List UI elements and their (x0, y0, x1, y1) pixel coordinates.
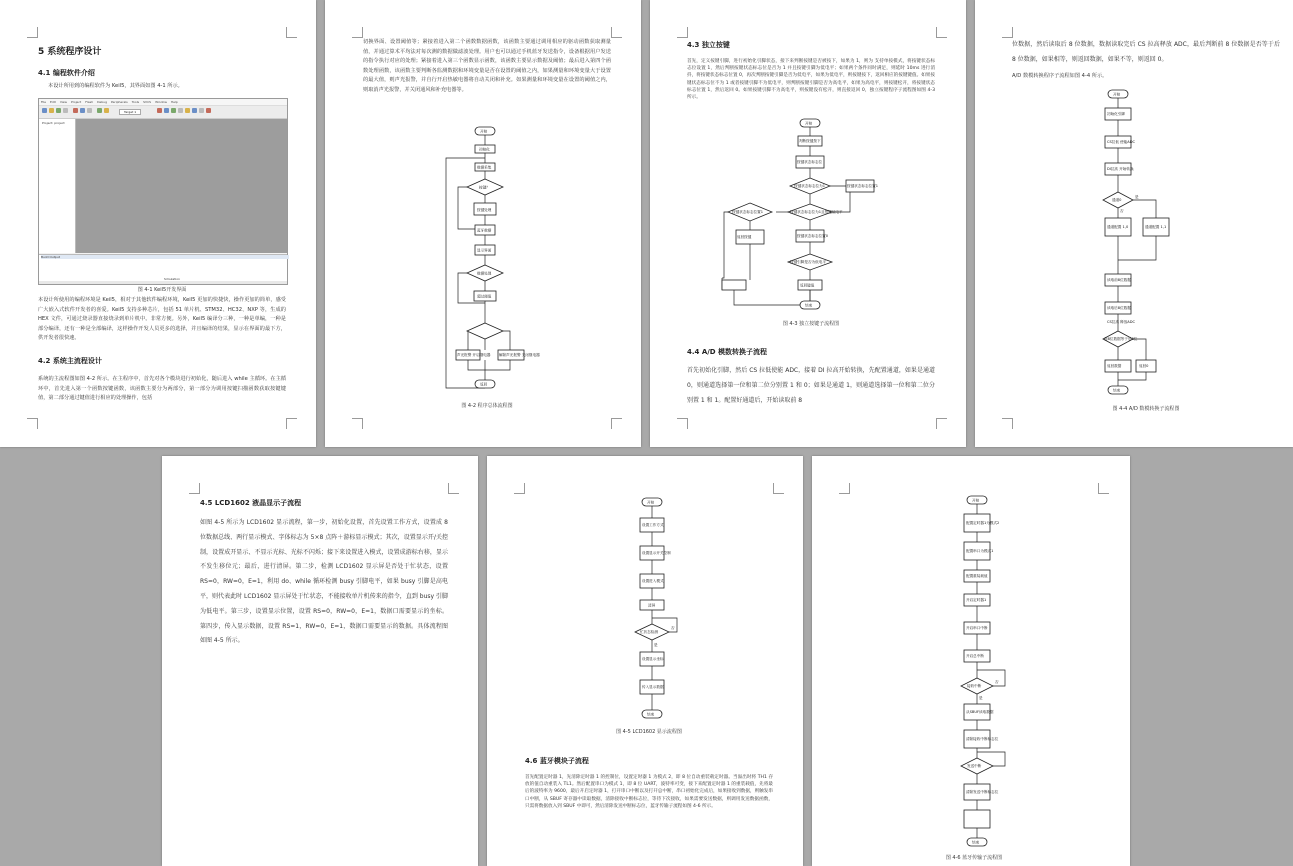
flow-label: 设置工作方式 (642, 523, 664, 527)
toolbar-icon (42, 108, 47, 113)
flow-label: 按键状态标志位为1 (794, 184, 826, 188)
flow-label: 显示界面 (477, 248, 492, 253)
crop-mark (936, 27, 947, 38)
toolbar-icon (171, 108, 176, 113)
crop-mark (839, 483, 850, 494)
flow-label: DI拉高 开始转换 (1107, 167, 1134, 171)
crop-mark (611, 27, 622, 38)
crop-mark (448, 483, 459, 494)
flow-label: 接收中断 (967, 684, 982, 688)
ide-menu-item: Tools (131, 100, 140, 104)
body-paragraph: 本设计所使用的编程环境是 Keil5，相对于其他软件编程环境，Keil5 更加的快捷快，操作更加的简单，感受广大嵌入式软件开发者的喜爱。Keil5 支持多种芯片，包括 51 单片机、STM32、HC32、NXP 等，生成的 HEX 文件，可通过烧录器直接烧录到单片机中。非常方便。另外，Keil5 编译分三种，一种是单编，一种是部分编译，还有一种是全部编译，这样操作开发人员更多的选择，并且编译的结果，显示在界面的最下方，供开发者很快速。 (38, 297, 286, 342)
flow-label: 清屏 (648, 603, 656, 608)
crop-mark (1002, 27, 1013, 38)
flow-label: 开启定时器1 (966, 598, 987, 602)
section-intro: 本设计所用到的编程软件为 Keil5，其界面如图 4-1 所示。 (48, 83, 183, 89)
flow-branch-label: 是 (979, 696, 983, 700)
figure-caption: 图 4-3 独立按键子流程图 (782, 321, 840, 327)
figure-caption: 图 4-4 A/D 数模转换子流程图 (1112, 406, 1180, 412)
bluetooth-flowchart (957, 494, 1017, 852)
figure-caption: 图 4-6 蓝牙传输子流程图 (945, 855, 1003, 861)
crop-mark (286, 27, 297, 38)
crop-mark (286, 418, 297, 429)
flow-label: 清除发送中断标志位 (966, 790, 999, 794)
flow-label: 开始 (480, 129, 488, 134)
flow-label: 开始 (647, 500, 655, 505)
section-title: 4.3 独立按键 (687, 41, 730, 49)
body-paragraph: 系统的主流程图如图 4-2 所示。在主程序中，首先对各个模块进行初始化，随后进入 while 主循环。在主循环中，首先进入第一个函数按键函数，该函数主要分为两部分，第一部分为调用按键扫描函数获取按键键值，第二部分通过键值进行相应的处理操作，包括 (38, 376, 286, 402)
ide-statusbar (39, 281, 287, 284)
flow-label: 配置串口为模式1 (966, 549, 994, 553)
flow-label: 配置重装载值 (966, 574, 988, 578)
toolbar-icon (164, 108, 169, 113)
crop-mark (1002, 418, 1013, 429)
flow-label: 设置显示开关控制 (642, 551, 671, 555)
ide-menu-item: Project (70, 100, 82, 104)
flow-branch-label: 是 (654, 643, 658, 647)
section-title: 4.6 蓝牙模块子流程 (525, 757, 589, 765)
toolbar-icon (80, 108, 85, 113)
flow-label: 返回键值 (800, 283, 815, 288)
flow-label: CS拉低 使能ADC (1107, 140, 1136, 144)
flow-label: 结束 (647, 712, 655, 717)
flow-label: 返回按键 (737, 235, 752, 239)
flow-label: 蓝牙数据 (477, 228, 492, 233)
flow-label: 读取后8位数据 (1107, 306, 1131, 310)
section-title: 4.5 LCD1602 液晶显示子流程 (200, 499, 302, 507)
flow-label: 判断按键按下 (799, 139, 821, 143)
toolbar-icon (56, 108, 61, 113)
flow-label: 按键状态标志位置1 (732, 210, 764, 214)
build-output-panel (39, 254, 287, 281)
ide-menubar (39, 99, 287, 106)
document-page-6 (487, 456, 803, 866)
body-paragraph: 首先初始化引脚，然后 CS 拉低使能 ADC，接着 DI 拉高开始转换，先配置通道，如果是通道 0，则通道选择第一位和第二位分别置 1 和 0；如果是通道 1，则通道选择第一位和第二位分别置 1 和 1。配置好通道后，开始读取前 8 (687, 367, 935, 404)
flow-label: 返回数据 (1107, 364, 1122, 368)
crop-mark (189, 483, 200, 494)
flow-label: 返回0 (1139, 364, 1149, 368)
ide-menu-item: Peripherals (110, 100, 128, 104)
ide-menu-item: Help (170, 100, 178, 104)
flow-label: 声光报警 开启继电器 (457, 353, 491, 357)
section-title: 4.2 系统主流程设计 (38, 357, 102, 365)
toolbar-icon (73, 108, 78, 113)
body-paragraph: 如图 4-5 所示为 LCD1602 显示流程，第一步，初始化设置，首先设置工作方式，设置成 8 位数据总线、两行显示模式、字体标志为 5×8 点阵＋游标显示模式；其次，设置显示开/关控制，设置成开显示、不显示光标、光标不闪烁；接下来设置进入模式，设置成游标右移，显示不发生移位元；最后，进行清屏。第二步，检测 LCD1602 显示屏是否处于忙状态，设置 RS=0，RW=0，E=1，利用 do、while 循环检测 busy 引脚电平，如果 busy 引脚是高电平，则代表此时 LCD1602 显示屏处于忙状态，不能接收单片机传来的指令，直到 busy 引脚为低电平。第三步，设置显示位置，设置 RS=0，RW=0，E=1，数据口需要显示的坐标。第四步，传入显示数据，设置 RS=1，RW=0，E=1，数据口需要显示的数据。具体流程图如图 4-5 所示。 (200, 519, 448, 645)
flow-label: 通道0 (1112, 198, 1122, 202)
flow-label: 结束 (805, 303, 813, 308)
flow-label: 忙状态检测 (640, 630, 658, 634)
flow-label: 超过阈值 (477, 294, 492, 299)
flow-process (964, 810, 990, 828)
figure-caption: 图 4-1 Keil5开发界面 (137, 287, 187, 293)
ide-menu-item: File (41, 100, 47, 104)
toolbar-icon (104, 108, 109, 113)
crop-mark (27, 418, 38, 429)
crop-mark (773, 483, 784, 494)
adc-flowchart (1088, 88, 1188, 408)
flow-label: 前8位数据等于后8位 (1104, 337, 1138, 341)
flow-label: 按键状态标志位 (797, 160, 823, 164)
flow-label: 设置进入模式 (642, 579, 664, 583)
crop-mark (611, 418, 622, 429)
figure-intro: A/D 数模转换程序子流程如图 4-4 所示。 (1012, 73, 1108, 79)
flow-label: 开启串口中断 (966, 626, 988, 630)
flow-label: 按键引脚是否为低电平 (790, 260, 826, 264)
crop-mark (352, 418, 363, 429)
toolbar-icon (199, 108, 204, 113)
flow-process (722, 280, 746, 290)
flow-label: CS拉高 释放ADC (1107, 320, 1136, 324)
flow-branch-label: 是 (1135, 195, 1139, 199)
flow-branch-label: 否 (1120, 209, 1124, 213)
flow-label: 开始 (805, 121, 813, 126)
toolbar-icon (63, 108, 68, 113)
document-page-1 (0, 0, 316, 447)
ide-menu-item: View (59, 100, 67, 104)
flow-label: 按键状态标志位为1且按键低电平 (790, 210, 843, 214)
flow-label: 发送中断 (967, 764, 982, 768)
crop-mark (936, 418, 947, 429)
flow-branch-label: 否 (671, 626, 675, 630)
crop-mark (1098, 483, 1109, 494)
flow-label: 开始 (1113, 92, 1121, 97)
editor-area (76, 119, 287, 253)
ide-menu-item: SVCS (143, 100, 152, 104)
crop-mark (352, 27, 363, 38)
toolbar-icon (87, 108, 92, 113)
body-paragraph: 首先配置定时器 1，先清除定时器 1 的控制位，设置定时器 1 为模式 2，即 8 位自动重装载定时器。当溢出时将 TH1 存放的值自动重装入 TL1。然后配置串口为模式 1，即 8 位 UART，波特率可变，接下来配置定时器 1 的重装载值，先将最后的波特率为 9600，最后开启定时器 1，打开串口中断以及打开总中断，串口初始化完成后，如果接收到数据，则触发串口中断，从 SBUF 寄存器中读取数据，清除接收中断标志位，等待下次接收，如果需要发送数据，则调用发送数据函数，只需将数据放入到 SBUF 中即可，然后清除发送中断标志位，蓝牙传输子流程如图 4-6 所示。 (525, 775, 773, 809)
project-item: Project: project (42, 121, 65, 125)
ide-toolbar (39, 106, 287, 119)
flow-label: 从SBUF读取数据 (966, 710, 994, 714)
flow-label: 按键状态标志位置0 (797, 234, 829, 238)
flow-label: 返回 (480, 382, 488, 387)
flow-label: 初始化引脚 (1107, 112, 1125, 116)
flow-label: 结束 (972, 840, 980, 845)
document-page-4 (975, 0, 1293, 447)
ide-menu-item: Debug (97, 100, 107, 104)
flow-label: 传入显示数据 (642, 685, 664, 689)
lcd-flowchart (627, 496, 687, 721)
flow-label: 按键处理 (477, 208, 492, 212)
body-paragraph: 切换界面、设置阈值等；紧接着进入第二个函数数据函数，该函数主要通过调用相应的驱动函数获取测量值，并通过算术平均法对每次测的数据做滤波处理。用户也可以通过手机蓝牙发送指令，设备根据用户发送的指令执行对应的处理；紧接着进入第三个函数显示函数，该函数主要显示数据及阈值；最后进入第四个函数处理函数，该函数主要判断各监测数据和环境变量是否在设置的阈值之内，如果测量和环境变量大于设置的最大值，则声光报警，并自行开启热敏电器将自动关闭和补充。如果测量和环境变量在设置的阈值之内，则取消声光报警，并关闭通风和补充电器等。 (363, 39, 611, 93)
document-page-2 (325, 0, 641, 447)
crop-mark (677, 27, 688, 38)
flow-label: 读取前8位数据 (1107, 278, 1131, 282)
key-flowchart (720, 118, 890, 314)
figure-caption: 图 4-5 LCD1602 显示流程图 (616, 729, 682, 735)
crop-mark (514, 483, 525, 494)
flow-label: 配置定时器1为模式2 (966, 521, 1000, 525)
section-title: 4.4 A/D 模数转换子流程 (687, 348, 768, 356)
crop-mark (27, 27, 38, 38)
flow-label: 按键状态标志位置1 (847, 184, 879, 188)
body-paragraph: 位数据，然后读取后 8 位数据，数据读取完后 CS 拉高释放 ADC，最后判断前 8 位数据是否等于后 8 位数据，如果相等，则返回数据，如果不等，则返回 0。 (1012, 41, 1280, 63)
flow-label: 初始化 (479, 147, 490, 152)
target-select: Target 1 (119, 109, 141, 115)
section-title: 4.1 编程软件介绍 (38, 69, 95, 77)
status-text: Simulation (164, 277, 180, 281)
figure-caption: 图 4-2 程序总体流程图 (461, 403, 513, 409)
flow-label: 清除接收中断标志位 (966, 737, 999, 741)
keil5-ide-screenshot (38, 98, 288, 285)
flow-label: 数据处理 (477, 271, 492, 276)
build-output-title: Build Output (41, 255, 289, 259)
crop-mark (677, 418, 688, 429)
document-page-5 (162, 456, 478, 866)
toolbar-icon (49, 108, 54, 113)
flow-label: 通道配置 1,0 (1107, 225, 1129, 229)
flow-label: 解除声光报警 关闭继电器 (499, 353, 540, 357)
toolbar-icon (206, 108, 211, 113)
project-panel (39, 119, 76, 253)
document-page-7 (812, 456, 1130, 866)
flow-label: 通道配置 1,1 (1145, 225, 1167, 229)
toolbar-icon (178, 108, 183, 113)
ide-menu-item: Window (155, 100, 167, 104)
flow-label: 结束 (1113, 388, 1121, 393)
flow-label: 开启总中断 (966, 654, 984, 658)
ide-menu-item: Edit (50, 100, 56, 104)
flow-label: 设置显示坐标 (642, 657, 664, 661)
body-paragraph: 首先，定义按键引脚，进行初始化引脚状态，接下来判断按键是否被按下，如果为 1，则为 支持单按模式，将按键状态标志位设置 1，然后判断按键状态标志位是否为 1 并且按键引脚为低电平；如果两个条件同时满足，则延时 10ms 进行消抖，将按键状态标志位置 0，再次判断按键引脚是否为低电平，如果为低电平，则按键按下，返回相应的按键键值。如果按键状态标志位不为 1 或者按键引脚不为低电平，则判断按键引脚是否为高电平，如果为高电平，则按键松开，将按键状态标志位置 1，然后返回 0。如果按键引脚不为高电平，则按键没有松开，则直接返回 0，独立按键程序子流程图如图 4-3 所示。 (687, 59, 935, 101)
flow-label: 按键？ (479, 185, 490, 190)
ide-menu-item: Flash (85, 100, 94, 104)
document-page-3 (650, 0, 966, 447)
flow-branch-label: 否 (995, 680, 999, 684)
flow-label: 开始 (972, 498, 980, 503)
flow-decision (467, 323, 503, 339)
toolbar-icon (157, 108, 162, 113)
toolbar-icon (97, 108, 102, 113)
toolbar-icon (185, 108, 190, 113)
flow-label: 数据采集 (477, 165, 492, 170)
main-flowchart (450, 125, 540, 395)
toolbar-icon (192, 108, 197, 113)
chapter-title: 5 系统程序设计 (38, 47, 102, 57)
